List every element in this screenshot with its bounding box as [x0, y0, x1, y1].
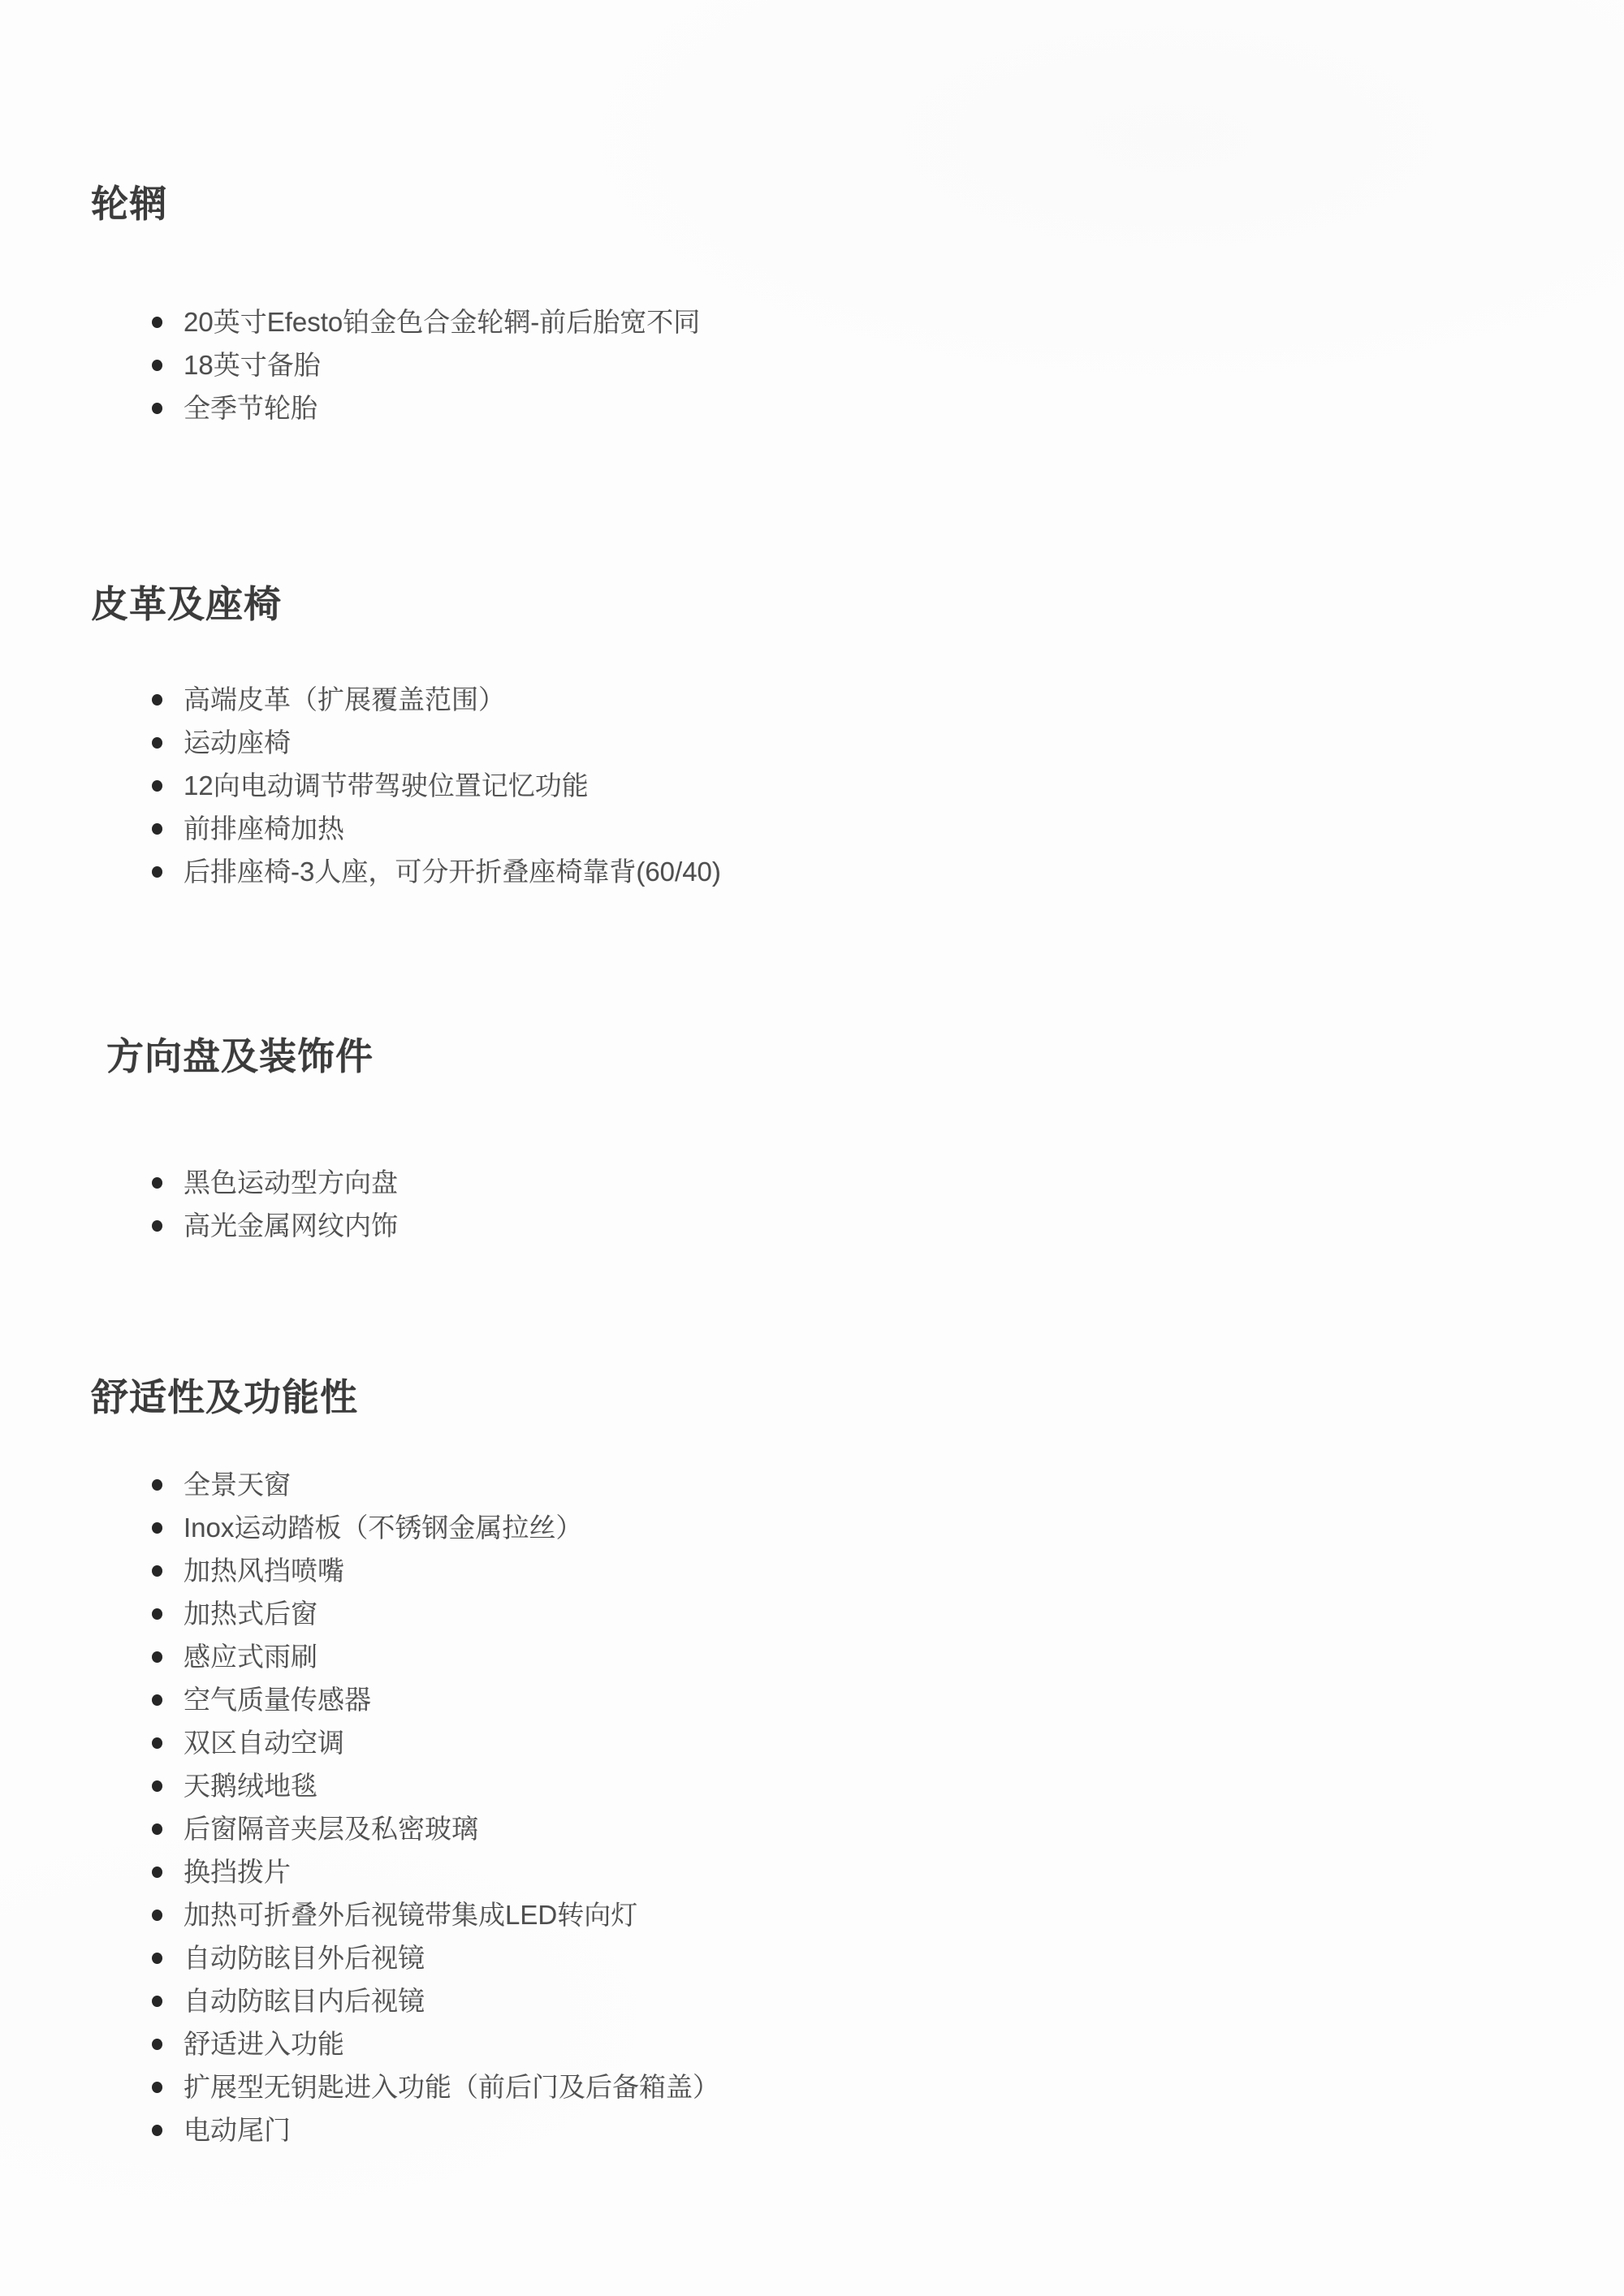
feature-list: [0, 300, 1624, 429]
list-item: [0, 1506, 1624, 1549]
feature-list: [0, 1463, 1624, 2151]
section-leather-seats: [0, 585, 1624, 893]
list-item-text: 加热可折叠外后视镜带集成LED转向灯: [184, 1900, 638, 1930]
list-item-text: 扩展型无钥匙进入功能（前后门及后备箱盖）: [184, 2072, 719, 2102]
list-item: [0, 1161, 1624, 1204]
list-item-text: 高光金属网纹内饰: [184, 1211, 398, 1241]
list-item-text: Inox运动踏板（不锈钢金属拉丝）: [184, 1513, 583, 1543]
bullet-icon: [152, 1220, 162, 1232]
bullet-icon: [152, 1737, 162, 1749]
list-item-text: 后排座椅-3人座，可分开折叠座椅靠背(60/40): [184, 857, 721, 887]
bullet-icon: [152, 2125, 162, 2136]
list-item: [0, 343, 1624, 386]
feature-list: [0, 678, 1624, 893]
list-item-text: 换挡拨片: [184, 1857, 291, 1887]
list-item: [0, 721, 1624, 764]
list-item-text: 前排座椅加热: [184, 814, 344, 844]
feature-list: [0, 1161, 1624, 1247]
list-item-text: 后窗隔音夹层及私密玻璃: [184, 1814, 478, 1844]
bullet-icon: [152, 360, 162, 371]
list-item: [0, 1678, 1624, 1721]
list-item-text: 全季节轮胎: [184, 393, 317, 423]
list-item-text: 双区自动空调: [184, 1728, 344, 1758]
list-item-text: 全景天窗: [184, 1470, 291, 1500]
bullet-icon: [152, 2039, 162, 2050]
bullet-icon: [152, 1565, 162, 1577]
bullet-icon: [152, 1608, 162, 1620]
list-item: [0, 1979, 1624, 2022]
section-wheels: [0, 184, 1624, 429]
list-item: [0, 678, 1624, 721]
section-steering-trim: [0, 1037, 1624, 1247]
list-item: [0, 1936, 1624, 1979]
bullet-icon: [152, 780, 162, 792]
bullet-icon: [152, 1867, 162, 1878]
list-item: [0, 1549, 1624, 1592]
list-item-text: 运动座椅: [184, 727, 291, 757]
bullet-icon: [152, 1996, 162, 2007]
list-item-text: 舒适进入功能: [184, 2029, 344, 2059]
list-item-text: 黑色运动型方向盘: [184, 1167, 398, 1198]
section-heading: 轮辋: [91, 183, 167, 225]
list-item: [0, 1721, 1624, 1764]
list-item-text: 空气质量传感器: [184, 1685, 371, 1715]
bullet-icon: [152, 737, 162, 749]
bullet-icon: [152, 823, 162, 835]
list-item-text: 20英寸Efesto铂金色合金轮辋-前后胎宽不同: [184, 307, 701, 337]
section-heading: 舒适性及功能性: [91, 1376, 358, 1418]
section-heading: 方向盘及装饰件: [106, 1035, 374, 1077]
list-item: [0, 1204, 1624, 1247]
list-item: [0, 2108, 1624, 2151]
bullet-icon: [152, 1910, 162, 1921]
bullet-icon: [152, 1177, 162, 1189]
bullet-icon: [152, 2082, 162, 2093]
list-item-text: 天鹅绒地毯: [184, 1771, 317, 1801]
list-item-text: 加热式后窗: [184, 1599, 317, 1629]
list-item-text: 高端皮革（扩展覆盖范围）: [184, 684, 505, 714]
list-item: [0, 807, 1624, 850]
list-item-text: 加热风挡喷嘴: [184, 1556, 344, 1586]
bullet-icon: [152, 694, 162, 706]
bullet-icon: [152, 317, 162, 328]
list-item: [0, 1635, 1624, 1678]
bullet-icon: [152, 1823, 162, 1835]
bullet-icon: [152, 1651, 162, 1663]
list-item: [0, 2022, 1624, 2065]
list-item-text: 感应式雨刷: [184, 1642, 317, 1672]
list-item: [0, 850, 1624, 893]
bullet-icon: [152, 1780, 162, 1792]
bullet-icon: [152, 1694, 162, 1706]
list-item: [0, 1893, 1624, 1936]
list-item: [0, 1850, 1624, 1893]
list-item-text: 自动防眩目外后视镜: [184, 1943, 425, 1973]
list-item: [0, 1807, 1624, 1850]
list-item: [0, 1764, 1624, 1807]
list-item-text: 12向电动调节带驾驶位置记忆功能: [184, 770, 589, 801]
bullet-icon: [152, 1479, 162, 1491]
list-item-text: 18英寸备胎: [184, 350, 321, 380]
bullet-icon: [152, 866, 162, 878]
bullet-icon: [152, 403, 162, 414]
section-heading: 皮革及座椅: [91, 583, 282, 625]
section-comfort-function: [0, 1378, 1624, 2151]
list-item-text: 电动尾门: [184, 2115, 291, 2145]
list-item: [0, 1463, 1624, 1506]
bullet-icon: [152, 1953, 162, 1964]
list-item: [0, 1592, 1624, 1635]
list-item: [0, 300, 1624, 343]
list-item-text: 自动防眩目内后视镜: [184, 1986, 425, 2016]
list-item: [0, 386, 1624, 429]
list-item: [0, 2065, 1624, 2108]
bullet-icon: [152, 1522, 162, 1534]
list-item: [0, 764, 1624, 807]
